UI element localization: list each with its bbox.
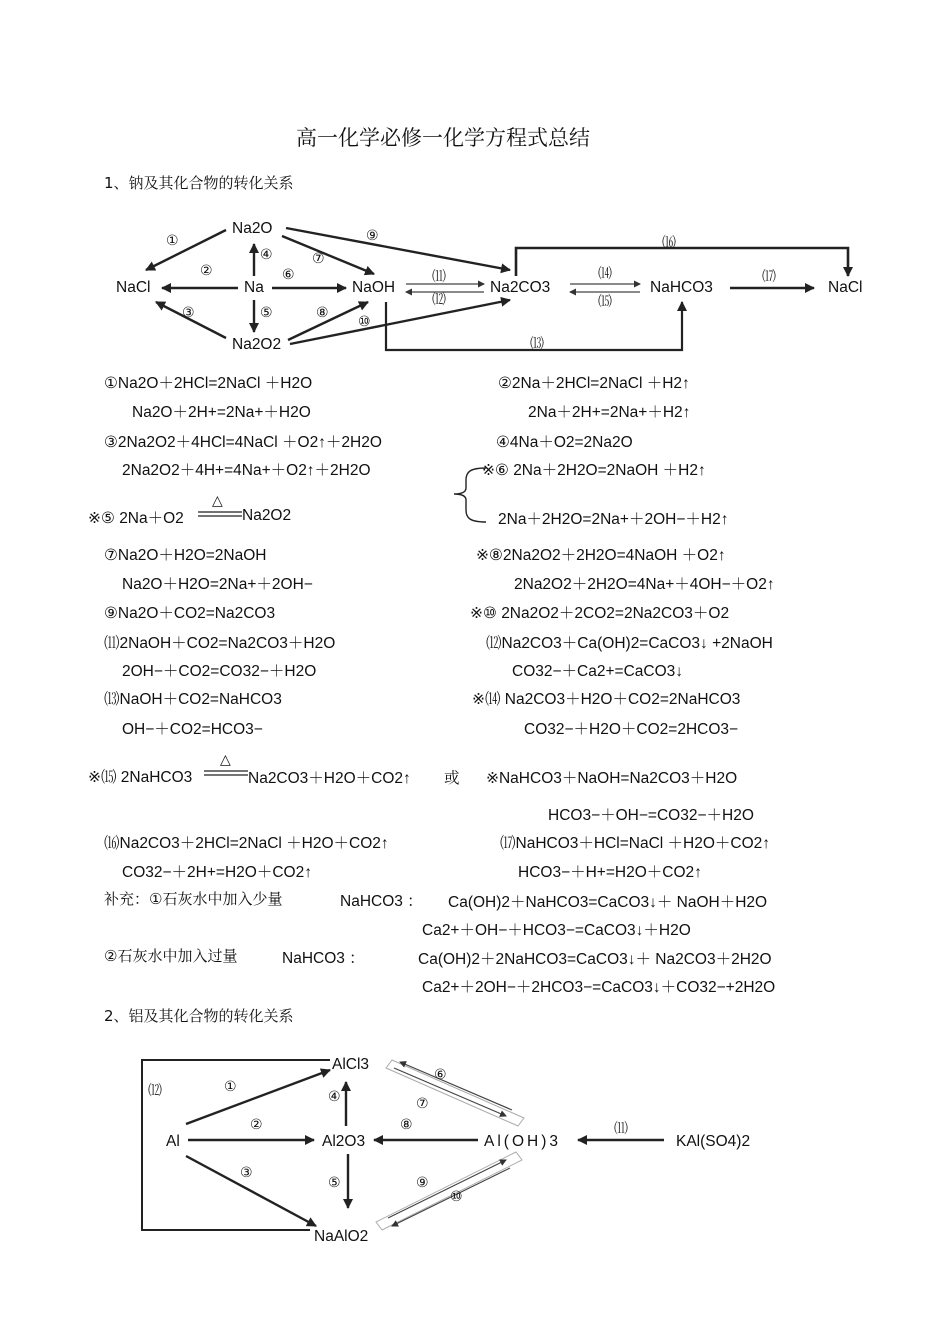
al-label-8: ⑧ bbox=[400, 1116, 413, 1132]
equation-13a: ⒀NaOH＋CO2=NaHCO3 bbox=[104, 691, 282, 708]
node-alcl3: AlCl3 bbox=[332, 1056, 370, 1073]
supplement-2-equation: Ca(OH)2＋2NaHCO3=CaCO3↓＋ Na2CO3＋2H2O bbox=[418, 951, 772, 968]
label-1: ① bbox=[166, 232, 179, 248]
label-5: ⑤ bbox=[260, 304, 273, 320]
equation-5a: ※⑤ 2Na＋O2 bbox=[88, 510, 184, 527]
equation-7b: Na2O＋H2O=2Na+＋2OH− bbox=[122, 576, 313, 593]
section-heading-sodium: 1、钠及其化合物的转化关系 bbox=[104, 174, 294, 192]
label-9: ⑨ bbox=[366, 227, 379, 243]
al-label-6: ⑥ bbox=[434, 1066, 447, 1082]
equation-1b: Na2O＋2H+=2Na+＋H2O bbox=[132, 404, 311, 421]
equation-6b: 2Na＋2H2O=2Na+＋2OH−＋H2↑ bbox=[498, 511, 729, 528]
equation-2b: 2Na＋2H+=2Na+＋H2↑ bbox=[528, 404, 691, 421]
node-nacl-right: NaCl bbox=[828, 279, 863, 296]
word-or: 或 bbox=[444, 770, 460, 787]
equation-11b: 2OH−＋CO2=CO32−＋H2O bbox=[122, 663, 317, 680]
node-kalso42: KAl(SO4)2 bbox=[676, 1133, 751, 1150]
equation-15c: ※NaHCO3＋NaOH=Na2CO3＋H2O bbox=[486, 770, 738, 787]
node-aloh3: Al(OH)3 bbox=[484, 1133, 561, 1150]
section-heading-aluminium: 2、铝及其化合物的转化关系 bbox=[104, 1007, 294, 1025]
supplement-2-reagent: NaHCO3 ： bbox=[282, 950, 365, 967]
equation-15a: ※⒂ 2NaHCO3 bbox=[88, 769, 193, 786]
label-14: ⒁ bbox=[598, 265, 612, 281]
equation-7a: ⑦Na2O＋H2O=2NaOH bbox=[104, 547, 267, 564]
label-17: ⒄ bbox=[762, 268, 776, 284]
equation-13b: OH−＋CO2=HCO3− bbox=[122, 721, 263, 738]
label-10: ⑩ bbox=[358, 313, 371, 329]
label-2: ② bbox=[200, 262, 213, 278]
equation-1a: ①Na2O＋2HCl=2NaCl ＋H2O bbox=[104, 375, 313, 392]
delta-sign-15: △ bbox=[220, 751, 231, 767]
label-12: ⑿ bbox=[432, 291, 446, 307]
al-label-12: ⑿ bbox=[148, 1082, 162, 1098]
node-al: Al bbox=[166, 1133, 180, 1150]
al-label-4: ④ bbox=[328, 1088, 341, 1104]
label-6: ⑥ bbox=[282, 266, 295, 282]
node-na2co3: Na2CO3 bbox=[490, 279, 551, 296]
al-label-2: ② bbox=[250, 1116, 263, 1132]
delta-sign-5: △ bbox=[212, 492, 223, 508]
node-na: Na bbox=[244, 279, 264, 296]
node-na2o2: Na2O2 bbox=[232, 336, 282, 353]
equation-15d: HCO3−＋OH−=CO32−＋H2O bbox=[548, 807, 754, 824]
label-16: ⒃ bbox=[662, 234, 676, 250]
supplement-1-label: 补充：①石灰水中加入少量 bbox=[104, 890, 283, 908]
al-label-5: ⑤ bbox=[328, 1174, 341, 1190]
label-8: ⑧ bbox=[316, 304, 329, 320]
supplement-1-equation: Ca(OH)2＋NaHCO3=CaCO3↓＋ NaOH＋H2O bbox=[448, 894, 768, 911]
node-naoh: NaOH bbox=[352, 279, 396, 296]
equation-8b: 2Na2O2＋2H2O=4Na+＋4OH−＋O2↑ bbox=[514, 576, 775, 593]
label-11: ⑾ bbox=[432, 268, 446, 284]
equation-2a: ②2Na＋2HCl=2NaCl ＋H2↑ bbox=[498, 375, 690, 392]
equation-8a: ※⑧2Na2O2＋2H2O=4NaOH ＋O2↑ bbox=[476, 547, 726, 564]
label-15: ⒂ bbox=[598, 293, 612, 309]
al-label-7: ⑦ bbox=[416, 1095, 429, 1111]
equation-6a: ※⑥ 2Na＋2H2O=2NaOH ＋H2↑ bbox=[482, 462, 706, 479]
al-label-11: ⑾ bbox=[614, 1120, 628, 1136]
page-title: 高一化学必修一化学方程式总结 bbox=[296, 126, 590, 150]
equation-14a: ※⒁ Na2CO3＋H2O＋CO2=2NaHCO3 bbox=[472, 691, 741, 708]
node-nahco3: NaHCO3 bbox=[650, 279, 713, 296]
al-label-10: ⑩ bbox=[450, 1188, 463, 1204]
node-naalo2: NaAlO2 bbox=[314, 1228, 369, 1245]
equation-10a: ※⑩ 2Na2O2＋2CO2=2Na2CO3＋O2 bbox=[470, 605, 730, 622]
equation-16b: CO32−＋2H+=H2O＋CO2↑ bbox=[122, 864, 312, 881]
al-label-3: ③ bbox=[240, 1164, 253, 1180]
equation-17b: HCO3−＋H+=H2O＋CO2↑ bbox=[518, 864, 702, 881]
al-label-1: ① bbox=[224, 1078, 237, 1094]
supplement-1-ionic: Ca2+＋OH−＋HCO3−=CaCO3↓＋H2O bbox=[422, 922, 691, 939]
equation-11a: ⑾2NaOH＋CO2=Na2CO3＋H2O bbox=[104, 635, 336, 652]
label-4: ④ bbox=[260, 246, 273, 262]
node-na2o: Na2O bbox=[232, 220, 273, 237]
equation-15b: Na2CO3＋H2O＋CO2↑ bbox=[248, 770, 411, 787]
equation-12b: CO32−＋Ca2+=CaCO3↓ bbox=[512, 663, 684, 680]
equation-9a: ⑨Na2O＋CO2=Na2CO3 bbox=[104, 605, 276, 622]
supplement-2-ionic: Ca2+＋2OH−＋2HCO3−=CaCO3↓＋CO32−+2H2O bbox=[422, 979, 776, 996]
supplement-2-label: ②石灰水中加入过量 bbox=[104, 947, 238, 965]
label-3: ③ bbox=[182, 304, 195, 320]
node-nacl-left: NaCl bbox=[116, 279, 151, 296]
label-7: ⑦ bbox=[312, 250, 325, 266]
node-al2o3: Al2O3 bbox=[322, 1133, 366, 1150]
equation-3b: 2Na2O2＋4H+=4Na+＋O2↑＋2H2O bbox=[122, 462, 371, 479]
equation-14b: CO32−＋H2O＋CO2=2HCO3− bbox=[524, 721, 739, 738]
equation-5b: Na2O2 bbox=[242, 507, 292, 524]
equation-4a: ④4Na＋O2=2Na2O bbox=[496, 434, 633, 451]
equation-12a: ⑿Na2CO3＋Ca(OH)2=CaCO3↓ +2NaOH bbox=[486, 635, 773, 652]
equation-16a: ⒃Na2CO3＋2HCl=2NaCl ＋H2O＋CO2↑ bbox=[104, 835, 389, 852]
al-label-9: ⑨ bbox=[416, 1174, 429, 1190]
label-13: ⒀ bbox=[530, 335, 544, 351]
equation-17a: ⒄NaHCO3＋HCl=NaCl ＋H2O＋CO2↑ bbox=[500, 835, 771, 852]
equation-3a: ③2Na2O2＋4HCl=4NaCl ＋O2↑＋2H2O bbox=[104, 434, 382, 451]
supplement-1-reagent: NaHCO3 ： bbox=[340, 893, 423, 910]
